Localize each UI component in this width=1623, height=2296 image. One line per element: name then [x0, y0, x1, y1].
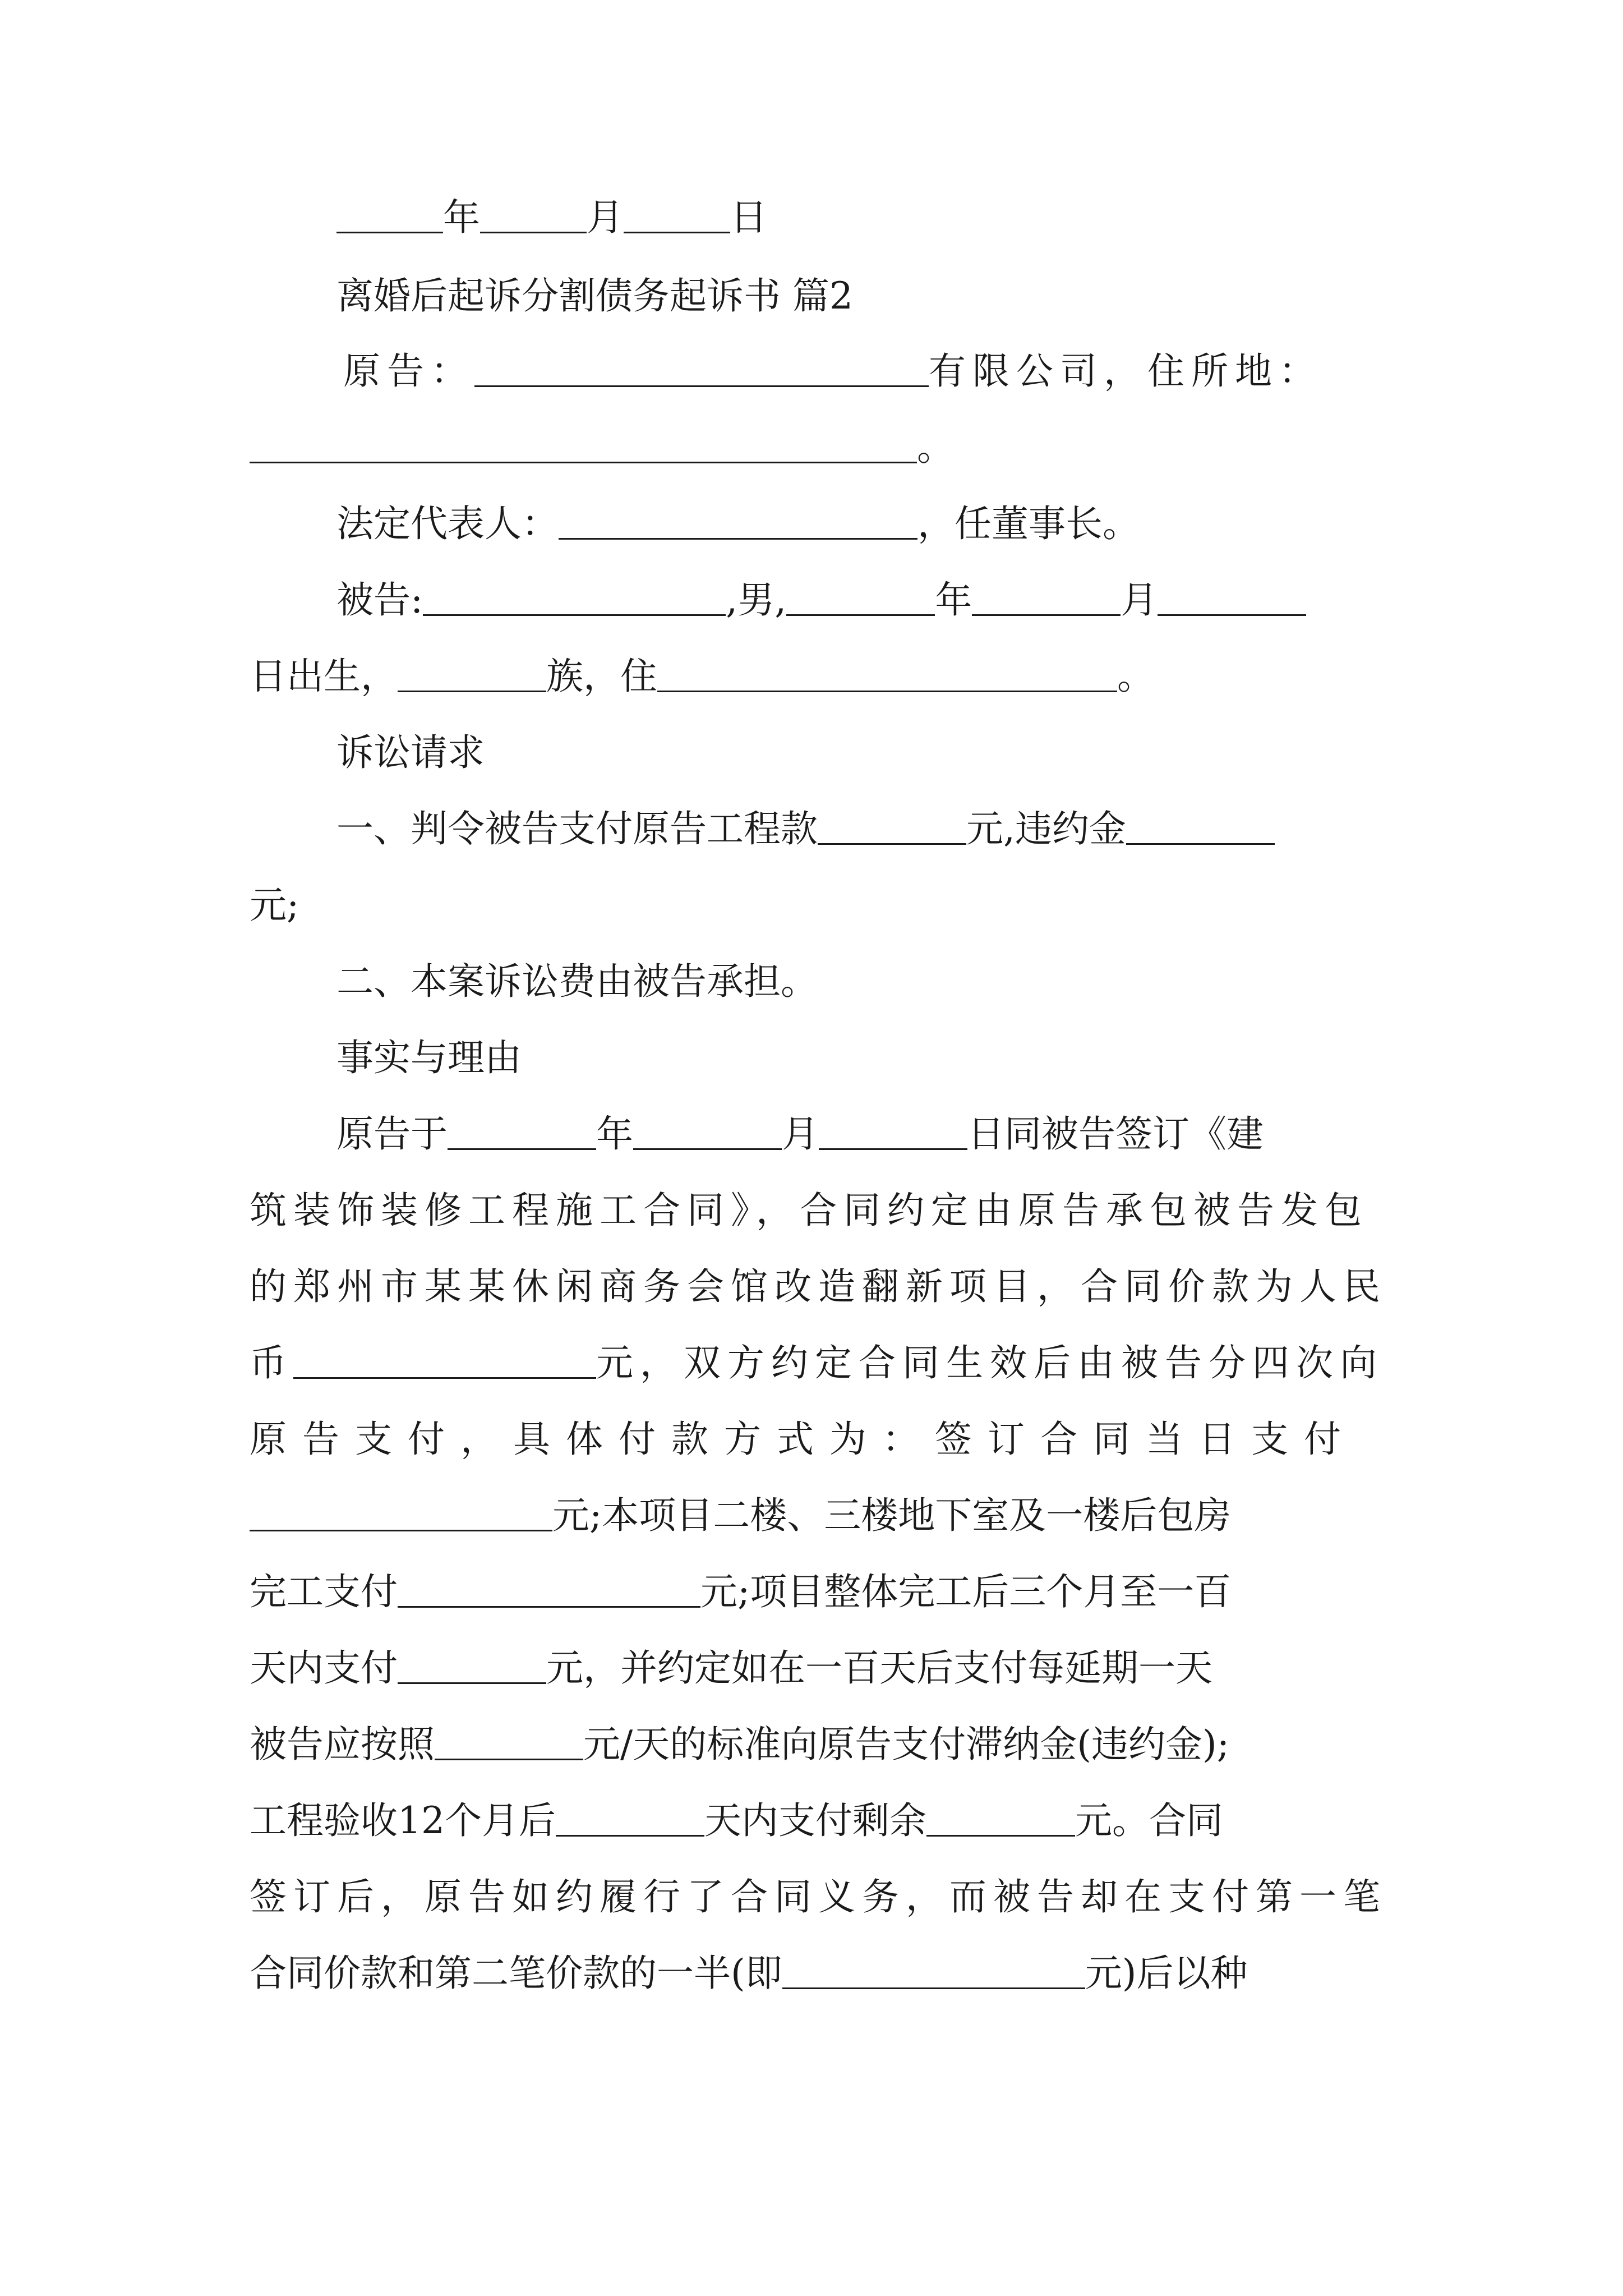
facts-line-5: 原告支付，具体付款方式为：签订合同当日支付	[250, 1418, 1357, 1461]
facts-text-12b: 元)后以种	[1085, 1952, 1248, 1995]
representative-line	[336, 496, 1140, 552]
facts-line-4	[250, 1335, 1384, 1391]
facts-text-10a: 工程验收12个月后	[250, 1799, 556, 1842]
day-label: 日	[730, 196, 767, 239]
plaintiff-line	[343, 343, 1322, 399]
defendant-line	[336, 572, 1306, 628]
facts-text-1a: 原告于	[336, 1112, 448, 1156]
representative-label: 法定代表人：	[336, 502, 559, 545]
facts-line-3: 的郑州市某某休闲商务会馆改造翻新项目，合同价款为人民	[250, 1265, 1387, 1308]
sign-month-label: 月	[782, 1112, 819, 1156]
blank-birth-day	[1158, 577, 1306, 616]
facts-line-11: 签订后，原告如约履行了合同义务，而被告却在支付第一笔	[250, 1875, 1387, 1918]
currency-label: 币	[250, 1341, 293, 1384]
year-label: 年	[443, 196, 480, 239]
blank-first-payment	[250, 1493, 552, 1531]
blank-sign-day	[819, 1111, 967, 1150]
blank-penalty-amount	[1126, 806, 1275, 845]
claim-1-line	[336, 801, 1275, 857]
company-address-label: 有限公司，住所地：	[929, 349, 1322, 393]
claim-1-text: 一、判令被告支付原告工程款	[336, 807, 818, 850]
blank-residence	[657, 654, 1117, 692]
blank-representative	[559, 501, 917, 540]
blank-sign-month	[633, 1111, 782, 1150]
blank-birth-month	[972, 577, 1121, 616]
blank-address	[250, 425, 917, 463]
blank-birth-year	[786, 577, 935, 616]
facts-text-7a: 完工支付	[250, 1570, 398, 1613]
chairman-label: ，任董事长。	[917, 502, 1140, 545]
blank-daily-penalty	[435, 1722, 583, 1760]
claim-2-line: 二、本案诉讼费由被告承担。	[336, 960, 818, 1003]
birth-month-label: 月	[1121, 578, 1158, 622]
facts-heading: 事实与理由	[336, 1036, 522, 1079]
facts-text-1b: 日同被告签订《建	[967, 1112, 1264, 1156]
blank-day	[624, 195, 730, 233]
penalty-label: 元,违约金	[966, 807, 1126, 850]
blank-ethnicity	[398, 654, 546, 692]
blank-contract-price	[293, 1340, 596, 1379]
plaintiff-label: 原告：	[343, 349, 474, 393]
facts-text-4: 元，双方约定合同生效后由被告分四次向	[596, 1341, 1384, 1384]
blank-third-payment	[398, 1645, 546, 1684]
blank-days	[556, 1798, 704, 1837]
facts-line-1	[336, 1106, 1264, 1162]
facts-text-12a: 合同价款和第二笔价款的一半(即	[250, 1952, 782, 1995]
birth-line	[250, 648, 1154, 705]
gender-label: ,男,	[726, 578, 787, 622]
facts-text-10c: 元。合同	[1075, 1799, 1223, 1842]
blank-month	[480, 195, 587, 233]
address-line	[250, 420, 954, 476]
facts-line-6	[250, 1488, 1231, 1544]
claims-heading: 诉讼请求	[336, 731, 485, 774]
facts-line-12	[250, 1945, 1248, 2001]
residence-end: 。	[1117, 655, 1154, 698]
month-label: 月	[587, 196, 624, 239]
blank-sign-year	[448, 1111, 596, 1150]
blank-project-amount	[818, 806, 966, 845]
blank-year	[336, 195, 443, 233]
facts-text-9b: 元/天的标准向原告支付滞纳金(违约金);	[583, 1723, 1229, 1766]
facts-text-8a: 天内支付	[250, 1646, 398, 1690]
birth-year-label: 年	[935, 578, 972, 622]
defendant-label: 被告:	[336, 578, 423, 622]
blank-company	[474, 348, 929, 387]
sign-year-label: 年	[596, 1112, 633, 1156]
facts-text-7b: 元;项目整体完工后三个月至一百	[700, 1570, 1232, 1613]
facts-text-6: 元;本项目二楼、三楼地下室及一楼后包房	[552, 1494, 1232, 1537]
date-line	[336, 190, 767, 246]
facts-line-10	[250, 1793, 1223, 1849]
facts-line-9	[250, 1717, 1229, 1773]
facts-line-2: 筑装饰装修工程施工合同》，合同约定由原告承包被告发包	[250, 1189, 1368, 1232]
blank-remaining-amount	[926, 1798, 1075, 1837]
claim-1-end: 元;	[250, 884, 299, 927]
section-title: 离婚后起诉分割债务起诉书 篇2	[336, 274, 853, 318]
blank-half-payment	[782, 1950, 1085, 1989]
birth-label: 日出生，	[250, 655, 398, 698]
facts-text-8b: 元，并约定如在一百天后支付每延期一天	[546, 1646, 1212, 1690]
facts-line-8	[250, 1640, 1212, 1696]
blank-defendant-name	[423, 577, 726, 616]
facts-text-9a: 被告应按照	[250, 1723, 435, 1766]
blank-second-payment	[398, 1569, 700, 1608]
address-end: 。	[917, 426, 954, 469]
facts-line-7	[250, 1564, 1231, 1620]
facts-text-10b: 天内支付剩余	[704, 1799, 926, 1842]
ethnicity-label: 族，住	[546, 655, 657, 698]
